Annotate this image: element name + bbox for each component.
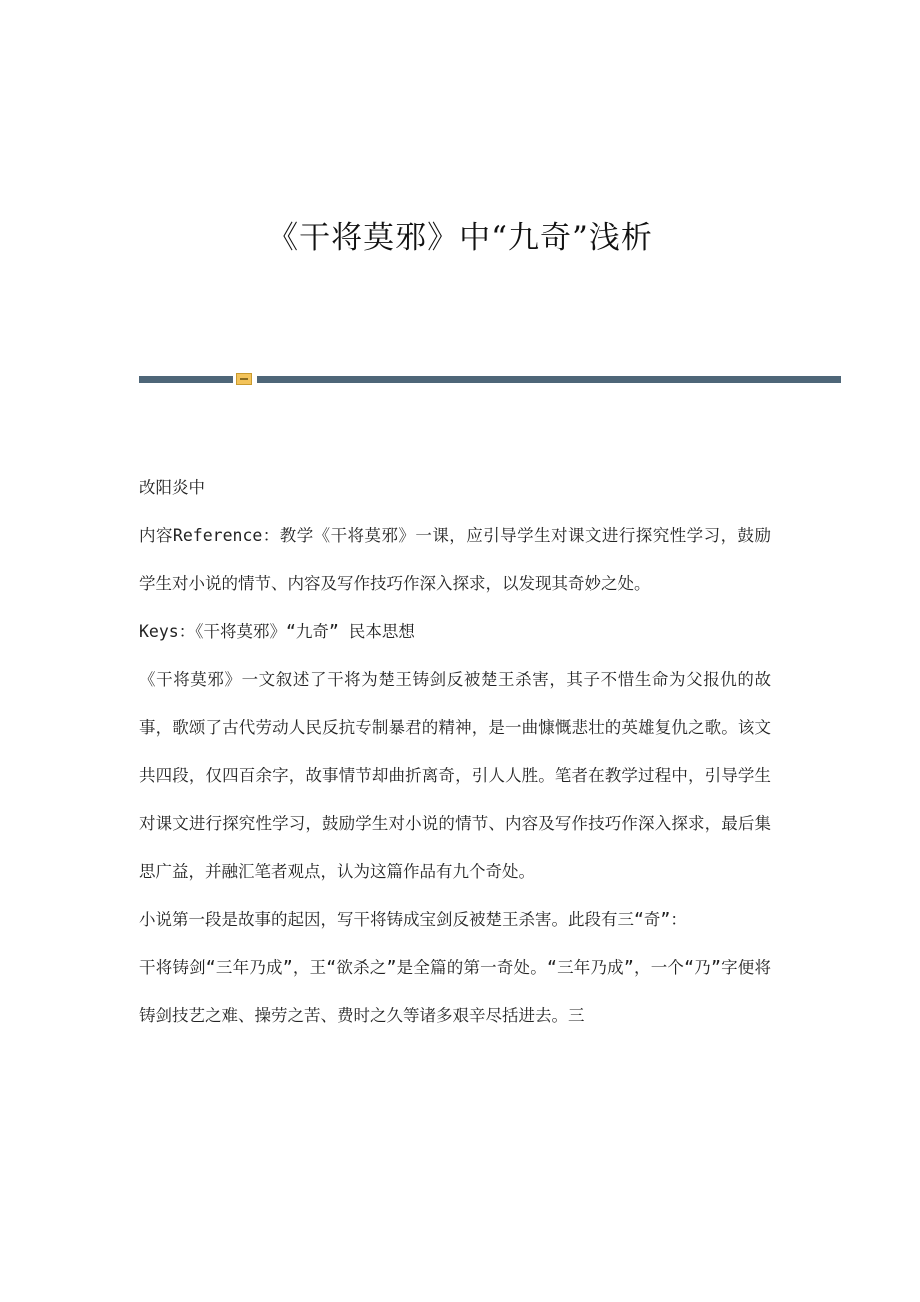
- body-paragraph-1: 《干将莫邪》一文叙述了干将为楚王铸剑反被楚王杀害，其子不惜生命为父报仇的故事，歌颂了古代劳动人民反抗专制暴君的精神，是一曲慷慨悲壮的英雄复仇之歌。该文共四段，仅四百余字，故事情节却曲折离奇，引人人胜。笔者在教学过程中，引导学生对课文进行探究性学习，鼓励学生对小说的情节、内容及写作技巧作深入探求，最后集思广益，并融汇笔者观点，认为这篇作品有九个奇处。: [139, 670, 771, 881]
- divider-ornament-icon: [236, 373, 252, 385]
- abstract-label: 内容Reference：: [139, 526, 280, 545]
- keywords-line: [139, 608, 771, 656]
- document-title: 《干将莫邪》中“九奇”浅析: [267, 220, 653, 256]
- abstract-paragraph: [139, 512, 771, 608]
- keywords-label: Keys：: [139, 622, 196, 641]
- body-paragraph-3: 干将铸剑“三年乃成”，王“欲杀之”是全篇的第一奇处。“三年乃成”，一个“乃”字便将铸剑技艺之难、操劳之苦、费时之久等诸多艰辛尽括进去。三: [139, 958, 771, 1025]
- keywords-term-2: 民本思想: [348, 622, 415, 641]
- abstract-text: 教学《干将莫邪》一课，应引导学生对课文进行探究性学习，鼓励学生对小说的情节、内容及写作技巧作深入探求，以发现其奇妙之处。: [139, 526, 772, 593]
- body-paragraph-2: 小说第一段是故事的起因，写干将铸成宝剑反被楚王杀害。此段有三“奇”：: [139, 910, 687, 929]
- document-body: [139, 464, 771, 1040]
- keywords-terms: 《干将莫邪》“九奇”: [195, 622, 339, 641]
- divider-left: [139, 376, 233, 383]
- author-line: 改阳炎中: [139, 478, 205, 497]
- divider-right: [257, 376, 841, 383]
